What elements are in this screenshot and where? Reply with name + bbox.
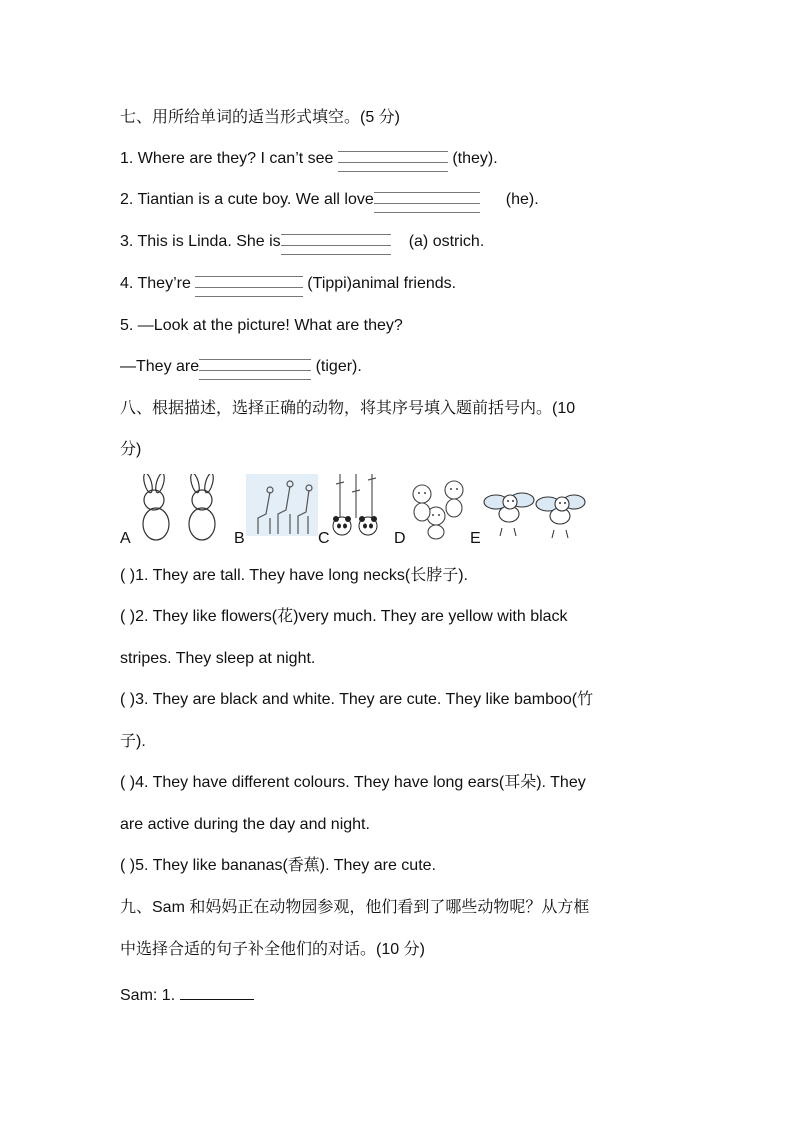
question-8-2 [120, 607, 675, 627]
q7-4-hint: (Tippi)animal friends. [302, 275, 457, 292]
option-letter-a: A [120, 530, 131, 547]
answer-blank-9-1[interactable] [180, 983, 254, 1000]
bees-icon [482, 484, 586, 540]
question-7-2 [120, 190, 539, 210]
q7-3-text: 3. This is Linda. She is [120, 233, 281, 250]
question-7-3 [120, 232, 484, 252]
rabbits-icon [132, 474, 232, 544]
question-8-4-cont: are active during the day and night. [120, 816, 370, 833]
monkeys-icon [408, 480, 474, 540]
section-8-title: 八、根据描述，选择正确的动物，将其序号填入题前括号内。(10 [120, 400, 576, 417]
dialogue-line-sam [120, 983, 254, 1006]
giraffes-icon [246, 474, 318, 536]
question-8-3: ( )3. They are black and white. They are cute. They like bamboo(竹 [120, 691, 594, 708]
animal-options [118, 470, 598, 550]
q7-4-text: 4. They’re [120, 275, 191, 292]
question-8-5: ( )5. They like bananas(香蕉). They are cute. [120, 857, 436, 874]
question-8-1: ( )1. They are tall. They have long necks(长脖子). [120, 567, 468, 584]
q7-1-text: 1. Where are they? I can’t see [120, 150, 338, 167]
q8-2-line1: ( )2. They like flowers(花)very much. They are yellow with black [120, 608, 568, 625]
answer-blank-7-2[interactable] [374, 190, 480, 210]
question-7-5-answer [120, 357, 362, 377]
section-8-title-cont: 分) [120, 441, 142, 458]
q7-5-hint: (tiger). [311, 358, 362, 375]
answer-blank-7-3[interactable] [281, 232, 391, 252]
question-8-4: ( )4. They have different colours. They have long ears(耳朵). They [120, 774, 586, 791]
question-7-5: 5. —Look at the picture! What are they? [120, 317, 403, 334]
question-8-2-cont: stripes. They sleep at night. [120, 650, 316, 667]
q7-2-hint: (he). [505, 191, 539, 208]
sam-line-text: Sam: 1. [120, 987, 176, 1004]
section-9-title: 九、Sam 和妈妈正在动物园参观，他们看到了哪些动物呢？从方框 [120, 899, 590, 916]
answer-blank-7-4[interactable] [195, 274, 303, 294]
q7-1-hint: (they). [447, 150, 498, 167]
option-letter-b: B [234, 530, 245, 547]
question-8-3-cont: 子). [120, 733, 146, 750]
option-letter-e: E [470, 530, 481, 547]
question-7-1 [120, 149, 498, 169]
option-letter-d: D [394, 530, 406, 547]
option-letter-c: C [318, 530, 330, 547]
answer-blank-7-5[interactable] [199, 357, 311, 377]
question-7-4 [120, 274, 456, 294]
section-9-title-cont: 中选择合适的句子补全他们的对话。(10 分) [120, 941, 425, 958]
q7-5-text: —They are [120, 358, 200, 375]
pandas-icon [330, 474, 384, 540]
section-7-title: 七、用所给单词的适当形式填空。(5 分) [120, 109, 401, 126]
q7-2-text: 2. Tiantian is a cute boy. We all love [120, 191, 374, 208]
answer-blank-7-1[interactable] [338, 149, 448, 169]
q7-3-hint: (a) ostrich. [408, 233, 485, 250]
